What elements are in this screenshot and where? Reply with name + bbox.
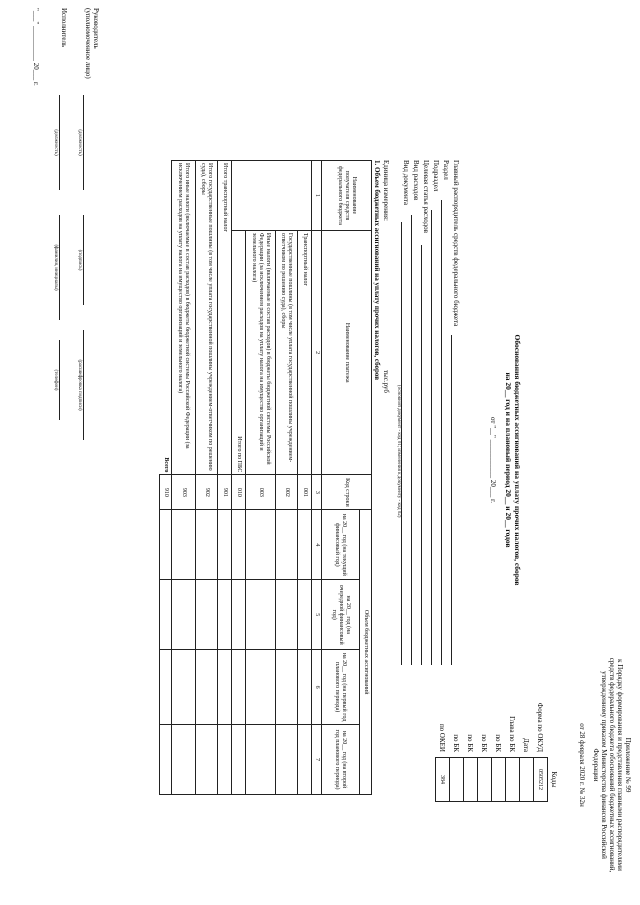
vid-field-label: Вид расходов	[412, 160, 420, 201]
vid-label: по БК	[452, 734, 460, 752]
okud-label: Форма по ОКУД	[536, 702, 544, 752]
title-line-2: на 20__ год и на плановый период 20__ и 20__ годов	[504, 372, 513, 548]
header-year-2: на 20__ год (на очередной финансовый год)	[322, 580, 360, 650]
value-cell[interactable]	[246, 580, 276, 650]
row-name: Всего	[160, 161, 172, 475]
head-sub-label: (уполномоченное лицо)	[84, 8, 92, 79]
vid-doc-line[interactable]	[401, 222, 402, 665]
head-decode-line[interactable]	[83, 330, 84, 440]
appendix-line: Федерации	[592, 748, 600, 782]
executor-phone-line[interactable]	[59, 340, 60, 420]
value-cell[interactable]	[160, 725, 172, 795]
executor-fio-line[interactable]	[59, 215, 60, 320]
appendix-line: к Порядку формирования и представления главными распорядителями	[616, 659, 624, 871]
tsel-label: по БК	[466, 734, 474, 752]
value-cell[interactable]	[172, 580, 196, 650]
head-signature-caption: (подпись)	[77, 249, 82, 271]
value-cell[interactable]	[298, 580, 312, 650]
value-cell[interactable]	[232, 580, 246, 650]
unit-label: Единица измерения:	[382, 160, 390, 221]
executor-label: Исполнитель	[60, 8, 68, 48]
date-label: Дата	[522, 738, 530, 752]
value-cell[interactable]	[160, 650, 172, 725]
unit-value: тыс.руб	[382, 370, 390, 393]
row-name: Итого по ПБС	[232, 230, 246, 474]
okud-code: 0505212	[534, 758, 548, 802]
col-number: 3	[312, 475, 322, 510]
vid-doc-hint: (основной документ - код 01; изменения к документу - код 02)	[396, 385, 401, 518]
podrazdel-line[interactable]	[431, 210, 432, 665]
signature-date: "___" __________ 20___ г.	[32, 8, 40, 86]
table-row	[232, 161, 246, 795]
value-cell[interactable]	[172, 510, 196, 580]
header-payment: Наименование платежа	[322, 230, 372, 474]
table-row	[218, 161, 232, 795]
row-name: Иные налоги (включаемые в состав расходов) в бюджеты бюджетной системы Российской Федерации (за исключением расходов на уплату налога на имущество организаций и земельного налога)	[246, 230, 276, 474]
value-cell[interactable]	[196, 725, 218, 795]
value-cell[interactable]	[160, 510, 172, 580]
podrazdel-label: по БК	[480, 734, 488, 752]
value-cell[interactable]	[276, 510, 298, 580]
title-line-1: Обоснования бюджетных ассигнований на уплату прочих налогов, сборов	[513, 334, 522, 586]
col-number: 4	[312, 510, 322, 580]
row-name: Итого иные налоги (включаемые в состав расходов) в бюджеты бюджетной системы Российской Федерации (за исключением расходов на уплату налога на имущество организаций и земельного налога)	[172, 161, 196, 475]
head-position-caption: (должность)	[77, 129, 82, 156]
appendix-block	[578, 640, 632, 890]
header-volume: Объем бюджетных ассигнований	[360, 510, 372, 795]
value-cell[interactable]	[232, 510, 246, 580]
executor-position-line[interactable]	[59, 95, 60, 190]
table-row	[160, 161, 172, 795]
razdel-field-label: Раздел	[442, 160, 450, 180]
table-row	[298, 161, 312, 795]
executor-position-caption: (должность)	[53, 129, 58, 156]
vid-doc-label: Вид документа	[402, 160, 410, 206]
value-cell[interactable]	[196, 650, 218, 725]
head-label: Руководитель	[92, 8, 100, 49]
appendix-line: от 28 февраля 2020 г. № 32н	[578, 723, 586, 807]
row-code: 002	[276, 475, 298, 510]
row-name: Итого государственные пошлины (в том числе уплата государственной пошлины учреждением-ответчиком по решению суда), сборы	[196, 161, 218, 475]
date-code[interactable]	[520, 758, 534, 802]
table-row	[196, 161, 218, 795]
row-code: 901	[218, 475, 232, 510]
codes-header: Коды	[550, 771, 558, 788]
header-year-1: на 20__ год (на текущий финансовый год)	[322, 510, 360, 580]
col-number: 5	[312, 580, 322, 650]
razdel-label: по БК	[494, 734, 502, 752]
document-title	[504, 250, 522, 670]
head-position-line[interactable]	[83, 95, 84, 190]
value-cell[interactable]	[196, 510, 218, 580]
recipient-cell[interactable]	[232, 161, 312, 231]
value-cell[interactable]	[298, 510, 312, 580]
executor-fio-caption: (фамилия, инициалы)	[53, 244, 58, 291]
value-cell[interactable]	[246, 510, 276, 580]
row-code: 902	[196, 475, 218, 510]
glava-code[interactable]	[506, 758, 520, 802]
row-code: 903	[172, 475, 196, 510]
row-name: Транспортный налог	[298, 230, 312, 474]
appendix-line: Приложение № 99	[624, 737, 632, 793]
okei-label: по ОКЕИ	[438, 723, 446, 752]
table-row	[276, 161, 298, 795]
value-cell[interactable]	[276, 650, 298, 725]
row-code: 010	[232, 475, 246, 510]
col-number: 2	[312, 230, 322, 474]
value-cell[interactable]	[232, 650, 246, 725]
glava-label: Глава по БК	[508, 716, 516, 752]
podrazdel-field-label: Подраздел	[432, 160, 440, 192]
value-cell[interactable]	[246, 650, 276, 725]
row-code: 001	[298, 475, 312, 510]
value-cell[interactable]	[218, 725, 232, 795]
grbs-line[interactable]	[451, 335, 452, 665]
table-row	[246, 161, 276, 795]
main-table	[159, 160, 372, 795]
title-date: от "__" ___________ 20___ г.	[489, 416, 497, 503]
appendix-line: средств федерального бюджета обоснований бюджетных ассигнований,	[608, 657, 616, 873]
value-cell[interactable]	[298, 725, 312, 795]
value-cell[interactable]	[276, 580, 298, 650]
header-year-3: на 20__ год (на первый год планового периода)	[322, 650, 360, 725]
value-cell[interactable]	[218, 580, 232, 650]
grbs-label: Главный распорядитель средств федерального бюджета	[452, 160, 460, 327]
section-title: 1. Объем бюджетных ассигнований на уплату прочих налогов, сборов	[373, 160, 381, 381]
value-cell[interactable]	[172, 650, 196, 725]
table-row	[172, 161, 196, 795]
value-cell[interactable]	[298, 650, 312, 725]
value-cell[interactable]	[246, 725, 276, 795]
col-number: 6	[312, 650, 322, 725]
vid-code[interactable]	[450, 758, 464, 802]
value-cell[interactable]	[160, 580, 172, 650]
razdel-code[interactable]	[492, 758, 506, 802]
value-cell[interactable]	[276, 725, 298, 795]
row-name: Итого транспортный налог	[218, 161, 232, 475]
value-cell[interactable]	[232, 725, 246, 795]
codes-table	[435, 757, 548, 802]
executor-phone-caption: (телефон)	[53, 369, 58, 391]
okei-code: 384	[436, 758, 450, 802]
header-code: Код строки	[322, 475, 372, 510]
podrazdel-code[interactable]	[478, 758, 492, 802]
col-number: 7	[312, 725, 322, 795]
appendix-line: утвержденному приказом Министерства финансов Российской	[600, 671, 608, 859]
value-cell[interactable]	[218, 650, 232, 725]
tsel-code[interactable]	[464, 758, 478, 802]
col-number: 1	[312, 161, 322, 231]
row-name: Государственные пошлины (в том числе уплата государственной пошлины учреждением-ответчиком по решению суда), сборы	[276, 230, 298, 474]
value-cell[interactable]	[196, 580, 218, 650]
value-cell[interactable]	[172, 725, 196, 795]
tsel-line[interactable]	[421, 245, 422, 665]
value-cell[interactable]	[218, 510, 232, 580]
vid-line[interactable]	[411, 215, 412, 665]
row-code: 910	[160, 475, 172, 510]
head-signature-line[interactable]	[83, 215, 84, 305]
header-recipient: Наименование получателя средств федерального бюджета	[322, 161, 372, 231]
razdel-line[interactable]	[441, 200, 442, 665]
tsel-field-label: Целевая статья расходов	[422, 160, 430, 233]
row-code: 003	[246, 475, 276, 510]
header-year-4: на 20__ год (на второй год планового периода)	[322, 725, 360, 795]
head-decode-caption: (расшифровка подписи)	[77, 359, 82, 411]
